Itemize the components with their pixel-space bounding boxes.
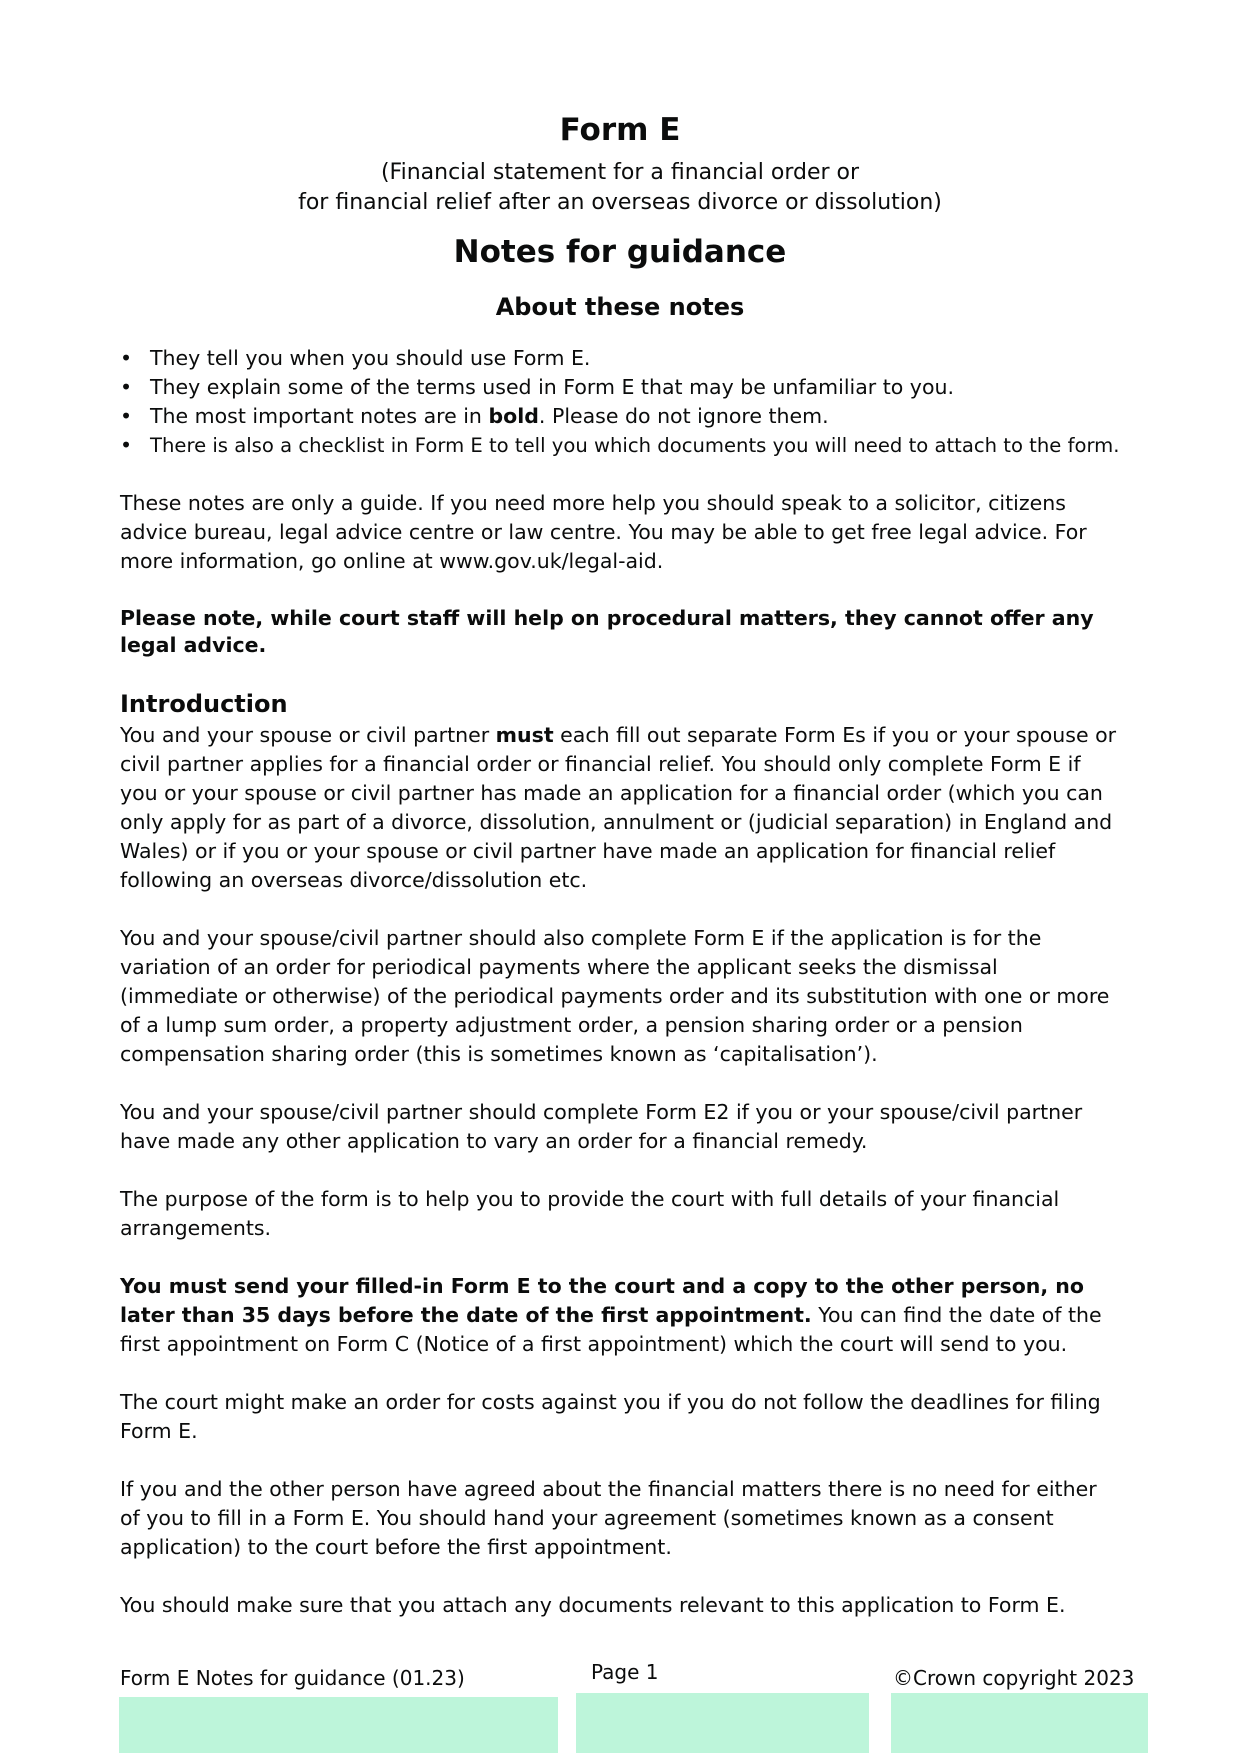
- footer-bar-left: [119, 1697, 558, 1753]
- form-subtitle-line1: (Financial statement for a financial order or: [380, 160, 860, 185]
- footer-page-number: Page 1: [591, 1660, 659, 1684]
- bullet-text-after: . Please do not ignore them.: [538, 404, 829, 428]
- bullet-dot-icon: •: [120, 346, 133, 370]
- intro-paragraph-8: You should make sure that you attach any documents relevant to this application to Form E.: [120, 1593, 1066, 1617]
- intro-paragraph-6: The court might make an order for costs against you if you do not follow the deadlines for filing Form E.: [120, 1390, 1101, 1443]
- bullet-dot-icon: •: [120, 375, 133, 399]
- bullet-text: They explain some of the terms used in Form E that may be unfamiliar to you.: [150, 375, 954, 399]
- form-title: Form E: [559, 112, 681, 148]
- document-body: [120, 110, 1120, 1620]
- bullet-text: There is also a checklist in Form E to tell you which documents you will need to attach to the form.: [150, 434, 1120, 457]
- intro-p1-before: You and your spouse or civil partner: [120, 723, 496, 747]
- intro-p5-after: You can find the date of the first appointment on Form C (Notice of a first appointment) which the court will send to you.: [120, 1303, 1102, 1356]
- bullet-text: They tell you when you should use Form E.: [150, 346, 591, 370]
- bullet-item: [120, 373, 1120, 402]
- bullet-item: [120, 344, 1120, 373]
- bullet-item: [120, 402, 1120, 431]
- intro-paragraph-5: [120, 1272, 1120, 1359]
- guide-paragraph: These notes are only a guide. If you need more help you should speak to a solicitor, citizens advice bureau, legal advice centre or law centre. You may be able to get free legal advice. For more information, go online at www.gov.uk/legal-aid.: [120, 491, 1087, 573]
- intro-paragraph-1: [120, 721, 1120, 895]
- intro-paragraph-2: You and your spouse/civil partner should also complete Form E if the application is for the variation of an order for periodical payments where the applicant seeks the dismissal (immediate or otherwise) of the periodical payments order and its substitution with one or more of a lump sum order, a property adjustment order, a pension sharing order or a pension compensation sharing order (this is sometimes known as ‘capitalisation’).: [120, 926, 1110, 1066]
- intro-paragraph-4: The purpose of the form is to help you to provide the court with full details of your financial arrangements.: [120, 1187, 1060, 1240]
- bullet-text-bold: bold: [488, 404, 539, 428]
- footer-bar-center: [576, 1693, 869, 1753]
- introduction-heading: Introduction: [120, 690, 288, 718]
- bullet-dot-icon: •: [120, 404, 133, 428]
- court-staff-note: Please note, while court staff will help on procedural matters, they cannot offer any legal advice.: [120, 606, 1094, 657]
- bullet-item: [120, 431, 1120, 460]
- footer-form-ref: Form E Notes for guidance (01.23): [120, 1666, 465, 1690]
- bullet-text-before: The most important notes are in: [150, 404, 489, 428]
- intro-p1-after: each fill out separate Form Es if you or your spouse or civil partner applies for a financial order or financial relief. You should only complete Form E if you or your spouse or civil partner has made an application for a financial order (which you can only apply for as part of a divorce, dissolution, annulment or (judicial separation) in England and Wales) or if you or your spouse or civil partner have made an application for financial relief following an overseas divorce/dissolution etc.: [120, 723, 1117, 892]
- about-bullet-list: [120, 344, 1120, 460]
- footer-bar-right: [891, 1693, 1148, 1753]
- intro-p5-bold: You must send your filled-in Form E to the court and a copy to the other person, no later than 35 days before the date of the first appointment.: [120, 1274, 1084, 1327]
- about-heading: About these notes: [495, 293, 745, 321]
- footer-copyright: ©Crown copyright 2023: [893, 1666, 1135, 1690]
- intro-p1-bold: must: [495, 723, 554, 747]
- bullet-dot-icon: •: [120, 433, 133, 457]
- guidance-heading: Notes for guidance: [453, 234, 787, 270]
- intro-paragraph-7: If you and the other person have agreed about the financial matters there is no need for either of you to fill in a Form E. You should hand your agreement (sometimes known as a consent application) to the court before the first appointment.: [120, 1477, 1097, 1559]
- form-subtitle-line2: for financial relief after an overseas divorce or dissolution): [298, 190, 942, 215]
- intro-paragraph-3: You and your spouse/civil partner should complete Form E2 if you or your spouse/civil partner have made any other application to vary an order for a financial remedy.: [120, 1100, 1083, 1153]
